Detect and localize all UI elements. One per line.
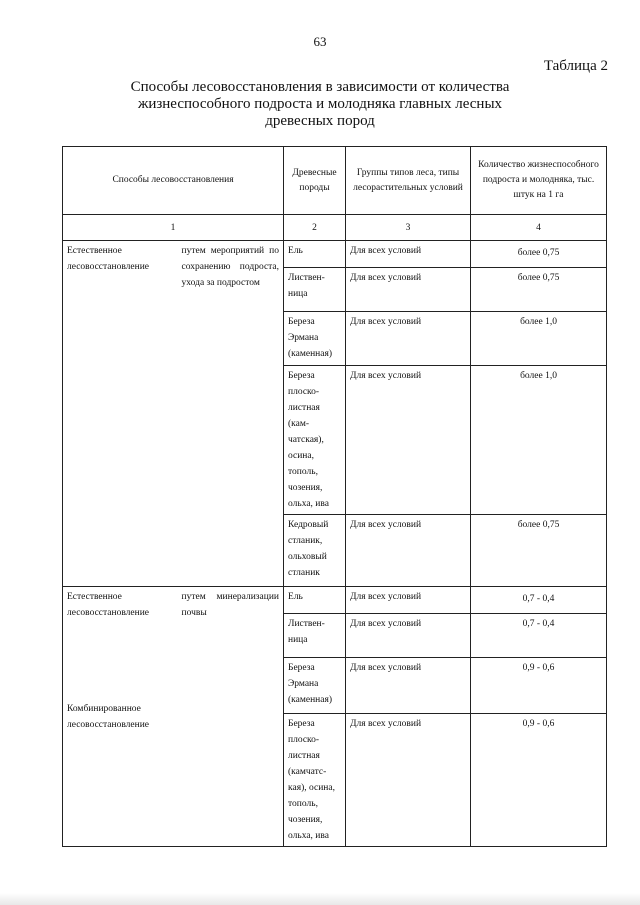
species-cell: Береза Эрмана (каменная) bbox=[284, 312, 346, 366]
species-cell: Ель bbox=[284, 587, 346, 614]
header-row bbox=[63, 147, 607, 215]
conditions-cell: Для всех условий bbox=[346, 714, 471, 847]
column-number: 4 bbox=[471, 215, 607, 241]
conditions-cell: Для всех условий bbox=[346, 366, 471, 515]
column-number: 1 bbox=[63, 215, 284, 241]
method-cell bbox=[63, 587, 178, 847]
header-methods: Способы лесовосстановления bbox=[63, 147, 284, 215]
document-title bbox=[100, 79, 540, 130]
header-species: Древесные породы bbox=[284, 147, 346, 215]
species-cell: Береза плоско-листная (камчатс-кая), осина, тополь, чозения, ольха, ива bbox=[284, 714, 346, 847]
header-forest-types: Группы типов леса, типы лесорастительных условий bbox=[346, 147, 471, 215]
title-line: древесных пород bbox=[265, 113, 375, 129]
table-row bbox=[63, 241, 607, 268]
table-row bbox=[63, 587, 607, 614]
quantity-cell: 0,9 - 0,6 bbox=[471, 714, 607, 847]
species-cell: Береза Эрмана (каменная) bbox=[284, 658, 346, 714]
conditions-cell: Для всех условий bbox=[346, 312, 471, 366]
conditions-cell: Для всех условий bbox=[346, 515, 471, 587]
reforestation-table bbox=[62, 146, 607, 847]
species-cell: Ель bbox=[284, 241, 346, 268]
species-cell: Береза плоско-листная (кам-чатская), осина, тополь, чозения, ольха, ива bbox=[284, 366, 346, 515]
quantity-cell: 0,7 - 0,4 bbox=[471, 614, 607, 658]
quantity-cell: более 1,0 bbox=[471, 366, 607, 515]
method-cell: Естественное лесовосстановление bbox=[63, 241, 178, 587]
species-cell: Листвен-ница bbox=[284, 614, 346, 658]
method-label: Естественное лесовосстановление bbox=[67, 592, 150, 618]
column-number-row bbox=[63, 215, 607, 241]
action-cell: путем минерализации почвы bbox=[178, 587, 284, 847]
page-number: 63 bbox=[313, 34, 327, 49]
action-cell: путем мероприятий по сохранению подроста, ухода за подростом bbox=[178, 241, 284, 587]
quantity-cell: более 0,75 bbox=[471, 241, 607, 268]
quantity-cell: более 0,75 bbox=[471, 515, 607, 587]
species-cell: Кедровый стланик, ольховый стланик bbox=[284, 515, 346, 587]
quantity-cell: более 1,0 bbox=[471, 312, 607, 366]
conditions-cell: Для всех условий bbox=[346, 614, 471, 658]
header-quantity: Количество жизнеспособного подроста и молодняка, тыс. штук на 1 га bbox=[471, 147, 607, 215]
quantity-cell: более 0,75 bbox=[471, 268, 607, 312]
quantity-cell: 0,9 - 0,6 bbox=[471, 658, 607, 714]
page-bottom-edge bbox=[0, 893, 640, 905]
species-cell: Листвен-ница bbox=[284, 268, 346, 312]
conditions-cell: Для всех условий bbox=[346, 587, 471, 614]
table-label: Таблица 2 bbox=[543, 58, 608, 74]
quantity-cell: 0,7 - 0,4 bbox=[471, 587, 607, 614]
column-number: 3 bbox=[346, 215, 471, 241]
method-label-combined: Комбинированное лесовосстановление bbox=[67, 704, 150, 730]
conditions-cell: Для всех условий bbox=[346, 268, 471, 312]
title-line: Способы лесовосстановления в зависимости от количества bbox=[130, 79, 510, 95]
method-spacer bbox=[67, 621, 174, 701]
title-line: жизнеспособного подроста и молодняка главных лесных bbox=[137, 96, 503, 112]
conditions-cell: Для всех условий bbox=[346, 658, 471, 714]
conditions-cell: Для всех условий bbox=[346, 241, 471, 268]
column-number: 2 bbox=[284, 215, 346, 241]
